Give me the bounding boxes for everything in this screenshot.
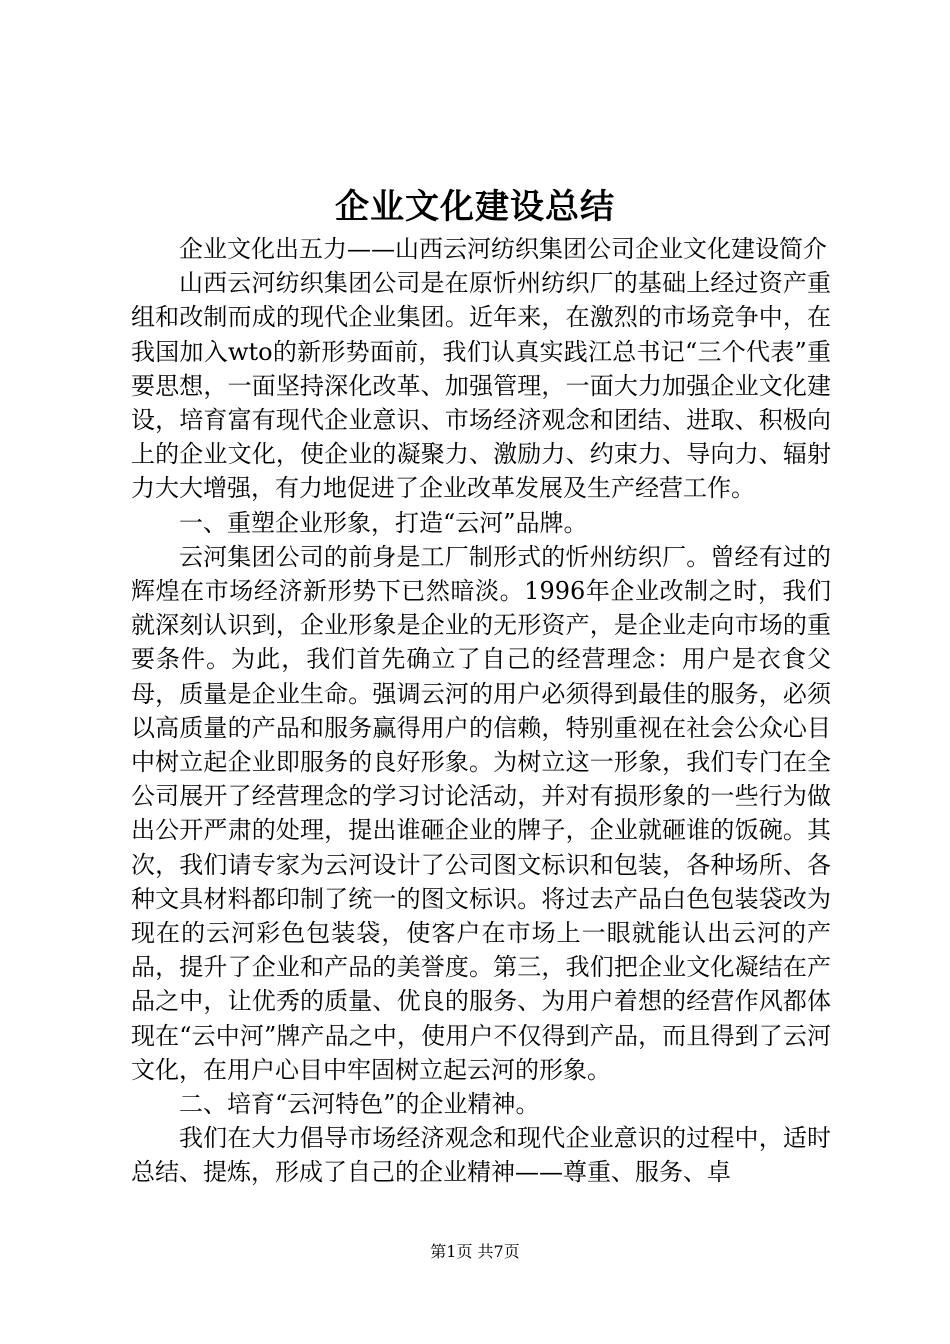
body-paragraph: 山西云河纺织集团公司是在原忻州纺织厂的基础上经过资产重组和改制而成的现代企业集团。近年来，在激烈的市场竞争中，在我国加入wto的新形势面前，我们认真实践江总书记“三个代表”重要思想，一面坚持深化改革、加强管理，一面大力加强企业文化建设，培育富有现代企业意识、市场经济观念和团结、进取、积极向上的企业文化，使企业的凝聚力、激励力、约束力、导向力、辐射力大大增强，有力地促进了企业改革发展及生产经营工作。	[131, 269, 831, 503]
page-number: 第1页 共7页	[430, 1242, 520, 1261]
subtitle-paragraph: 企业文化出五力——山西云河纺织集团公司企业文化建设简介	[179, 235, 827, 263]
page-title: 企业文化建设总结	[335, 187, 615, 227]
body-paragraph: 云河集团公司的前身是工厂制形式的忻州纺织厂。曾经有过的辉煌在市场经济新形势下已然暗淡。1996年企业改制之时，我们就深刻认识到，企业形象是企业的无形资产，是企业走向市场的重要条件。为此，我们首先确立了自己的经营理念：用户是衣食父母，质量是企业生命。强调云河的用户必须得到最佳的服务，必须以高质量的产品和服务赢得用户的信赖，特别重视在社会公众心目中树立起企业即服务的良好形象。为树立这一形象，我们专门在全公司展开了经营理念的学习讨论活动，并对有损形象的一些行为做出公开严肃的处理，提出谁砸企业的牌子，企业就砸谁的饭碗。其次，我们请专家为云河设计了公司图文标识和包装，各种场所、各种文具材料都印制了统一的图文标识。将过去产品白色包装袋改为现在的云河彩色包装袋，使客户在市场上一眼就能认出云河的产品，提升了企业和产品的美誉度。第三，我们把企业文化凝结在产品之中，让优秀的质量、优良的服务、为用户着想的经营作风都体现在“云中河”牌产品之中，使用户不仅得到产品，而且得到了云河文化，在用户心目中牢固树立起云河的形象。	[131, 542, 831, 1084]
section-heading: 二、培育“云河特色”的企业精神。	[179, 1090, 540, 1119]
document-body	[131, 232, 831, 1190]
body-paragraph: 我们在大力倡导市场经济观念和现代企业意识的过程中，适时总结、提炼，形成了自己的企业精神——尊重、服务、卓	[131, 1124, 831, 1187]
section-heading: 一、重塑企业形象，打造“云河”品牌。	[179, 508, 588, 537]
